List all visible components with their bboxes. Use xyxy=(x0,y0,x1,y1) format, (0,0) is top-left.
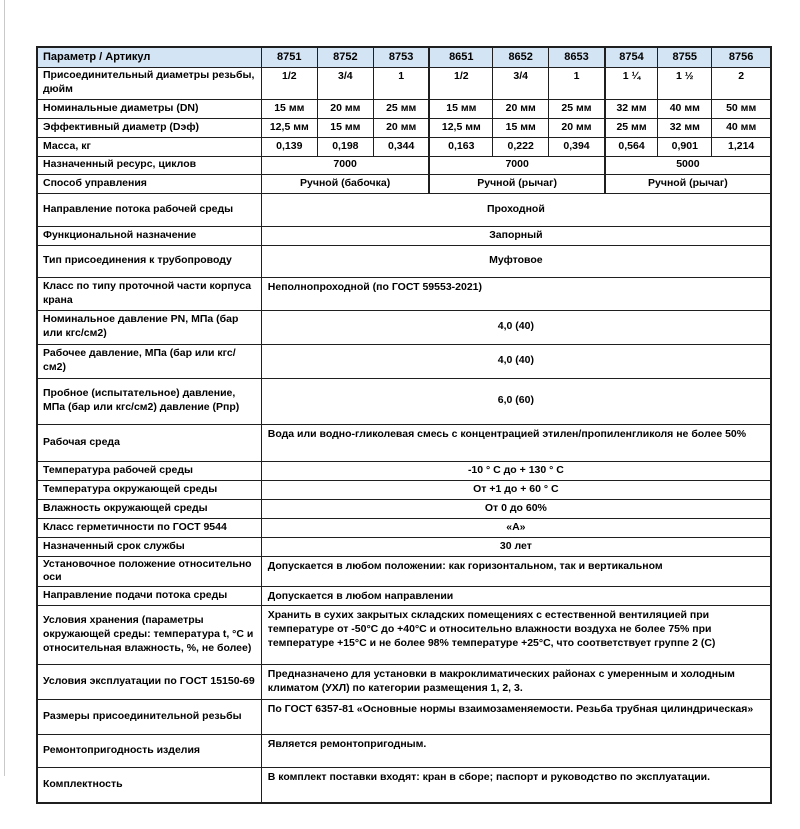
table-row xyxy=(37,461,771,480)
spec-value-cell: 0,344 xyxy=(373,137,429,156)
spec-value-cell: 0,564 xyxy=(605,137,658,156)
table-row xyxy=(37,768,771,803)
spec-value-cell: 1 ¼ xyxy=(605,67,658,99)
full-span-value-cell: Муфтовое xyxy=(261,245,771,277)
row-label: Направление потока рабочей среды xyxy=(37,193,261,226)
spec-value-cell: 25 мм xyxy=(605,118,658,137)
spec-value-cell: 25 мм xyxy=(549,99,605,118)
group-value-cell: Ручной (рычаг) xyxy=(605,174,771,193)
table-row xyxy=(37,245,771,277)
table-row xyxy=(37,137,771,156)
param-artikul-header: Параметр / Артикул xyxy=(37,47,261,67)
spec-value-cell: 12,5 мм xyxy=(261,118,317,137)
full-span-value-cell: Предназначено для установки в макроклиматических районах с умеренным и холодным климатом (УХЛ) по категории размещения 1, 2, 3. xyxy=(261,665,771,700)
spec-value-cell: 0,198 xyxy=(317,137,373,156)
row-label: Размеры присоединительной резьбы xyxy=(37,700,261,735)
row-label: Класс герметичности по ГОСТ 9544 xyxy=(37,518,261,537)
specs-table xyxy=(36,46,772,804)
row-label: Условия эксплуатации по ГОСТ 15150-69 xyxy=(37,665,261,700)
table-row xyxy=(37,518,771,537)
spec-value-cell: 0,163 xyxy=(429,137,492,156)
table-row xyxy=(37,118,771,137)
table-header-row xyxy=(37,47,771,67)
group-value-cell: Ручной (рычаг) xyxy=(429,174,604,193)
article-column-header: 8755 xyxy=(658,47,712,67)
spec-value-cell: 0,901 xyxy=(658,137,712,156)
group-value-cell: 7000 xyxy=(429,156,604,174)
group-value-cell: 5000 xyxy=(605,156,771,174)
spec-value-cell: 1 xyxy=(373,67,429,99)
table-row xyxy=(37,735,771,768)
row-label: Установочное положение относительно оси xyxy=(37,556,261,587)
row-label: Тип присоединения к трубопроводу xyxy=(37,245,261,277)
row-label: Ремонтопригодность изделия xyxy=(37,735,261,768)
spec-value-cell: 1 xyxy=(549,67,605,99)
spec-value-cell: 25 мм xyxy=(373,99,429,118)
spec-value-cell: 40 мм xyxy=(658,99,712,118)
full-span-value-cell: Вода или водно-гликолевая смесь с концентрацией этилен/пропиленгликоля не более 50% xyxy=(261,424,771,461)
row-label: Функциональной назначение xyxy=(37,226,261,245)
row-label: Номинальные диаметры (DN) xyxy=(37,99,261,118)
row-label: Влажность окружающей среды xyxy=(37,499,261,518)
group-value-cell: Ручной (бабочка) xyxy=(261,174,429,193)
row-label: Присоединительный диаметры резьбы, дюйм xyxy=(37,67,261,99)
full-span-value-cell: 4,0 (40) xyxy=(261,310,771,344)
table-row xyxy=(37,344,771,378)
article-column-header: 8752 xyxy=(317,47,373,67)
spec-value-cell: 1/2 xyxy=(429,67,492,99)
row-label: Назначенный ресурс, циклов xyxy=(37,156,261,174)
full-span-value-cell: Хранить в сухих закрытых складских помещениях с естественной вентиляцией при температуре от -50°С до +40°С и относительно влажности воздуха не более 75% при температуре +15°С и не более 98% температуре +25°С, что соответствует группе 2 (С) xyxy=(261,606,771,665)
full-span-value-cell: 6,0 (60) xyxy=(261,378,771,424)
row-label: Условия хранения (параметры окружающей среды: температура t, °С и относительная влажность, %, не более) xyxy=(37,606,261,665)
spec-value-cell: 0,394 xyxy=(549,137,605,156)
table-row xyxy=(37,174,771,193)
table-row xyxy=(37,226,771,245)
table-row xyxy=(37,700,771,735)
table-row xyxy=(37,378,771,424)
full-span-value-cell: -10 ° С до + 130 ° С xyxy=(261,461,771,480)
full-span-value-cell: От +1 до + 60 ° С xyxy=(261,480,771,499)
spec-value-cell: 1 ½ xyxy=(658,67,712,99)
spec-value-cell: 15 мм xyxy=(261,99,317,118)
article-column-header: 8754 xyxy=(605,47,658,67)
table-row xyxy=(37,665,771,700)
spec-value-cell: 50 мм xyxy=(712,99,771,118)
spec-value-cell: 2 xyxy=(712,67,771,99)
table-row xyxy=(37,277,771,310)
row-label: Масса, кг xyxy=(37,137,261,156)
row-label: Комплектность xyxy=(37,768,261,803)
spec-value-cell: 20 мм xyxy=(493,99,549,118)
spec-value-cell: 32 мм xyxy=(605,99,658,118)
full-span-value-cell: Допускается в любом направлении xyxy=(261,587,771,606)
table-row xyxy=(37,587,771,606)
full-span-value-cell: Неполнопроходной (по ГОСТ 59553-2021) xyxy=(261,277,771,310)
spec-value-cell: 0,222 xyxy=(493,137,549,156)
table-row xyxy=(37,424,771,461)
table-row xyxy=(37,606,771,665)
full-span-value-cell: 30 лет xyxy=(261,537,771,556)
article-column-header: 8651 xyxy=(429,47,492,67)
full-span-value-cell: От 0 до 60% xyxy=(261,499,771,518)
page-edge-line xyxy=(4,0,5,776)
row-label: Пробное (испытательное) давление, МПа (бар или кгс/см2) давление (Pпр) xyxy=(37,378,261,424)
spec-value-cell: 3/4 xyxy=(493,67,549,99)
group-value-cell: 7000 xyxy=(261,156,429,174)
spec-value-cell: 15 мм xyxy=(429,99,492,118)
row-label: Назначенный срок службы xyxy=(37,537,261,556)
spec-value-cell: 3/4 xyxy=(317,67,373,99)
full-span-value-cell: 4,0 (40) xyxy=(261,344,771,378)
table-row xyxy=(37,499,771,518)
spec-value-cell: 12,5 мм xyxy=(429,118,492,137)
table-row xyxy=(37,193,771,226)
spec-value-cell: 15 мм xyxy=(317,118,373,137)
row-label: Направление подачи потока среды xyxy=(37,587,261,606)
spec-value-cell: 0,139 xyxy=(261,137,317,156)
table-row xyxy=(37,537,771,556)
table-row xyxy=(37,99,771,118)
row-label: Номинальное давление PN, МПа (бар или кгс/см2) xyxy=(37,310,261,344)
article-column-header: 8753 xyxy=(373,47,429,67)
full-span-value-cell: Допускается в любом положении: как горизонтальном, так и вертикальном xyxy=(261,556,771,587)
row-label: Температура окружающей среды xyxy=(37,480,261,499)
spec-value-cell: 1/2 xyxy=(261,67,317,99)
full-span-value-cell: По ГОСТ 6357-81 «Основные нормы взаимозаменяемости. Резьба трубная цилиндрическая» xyxy=(261,700,771,735)
row-label: Рабочее давление, МПа (бар или кгс/см2) xyxy=(37,344,261,378)
row-label: Эффективный диаметр (Dэф) xyxy=(37,118,261,137)
spec-value-cell: 20 мм xyxy=(317,99,373,118)
article-column-header: 8751 xyxy=(261,47,317,67)
table-row xyxy=(37,310,771,344)
full-span-value-cell: Запорный xyxy=(261,226,771,245)
table-row xyxy=(37,480,771,499)
spec-value-cell: 40 мм xyxy=(712,118,771,137)
article-column-header: 8653 xyxy=(549,47,605,67)
spec-value-cell: 15 мм xyxy=(493,118,549,137)
row-label: Рабочая среда xyxy=(37,424,261,461)
spec-value-cell: 20 мм xyxy=(373,118,429,137)
row-label: Класс по типу проточной части корпуса крана xyxy=(37,277,261,310)
table-row xyxy=(37,67,771,99)
article-column-header: 8756 xyxy=(712,47,771,67)
full-span-value-cell: Проходной xyxy=(261,193,771,226)
table-row xyxy=(37,556,771,587)
article-column-header: 8652 xyxy=(493,47,549,67)
table-row xyxy=(37,156,771,174)
full-span-value-cell: В комплект поставки входят: кран в сборе; паспорт и руководство по эксплуатации. xyxy=(261,768,771,803)
spec-value-cell: 32 мм xyxy=(658,118,712,137)
full-span-value-cell: «А» xyxy=(261,518,771,537)
spec-value-cell: 20 мм xyxy=(549,118,605,137)
row-label: Температура рабочей среды xyxy=(37,461,261,480)
full-span-value-cell: Является ремонтопригодным. xyxy=(261,735,771,768)
spec-value-cell: 1,214 xyxy=(712,137,771,156)
row-label: Способ управления xyxy=(37,174,261,193)
